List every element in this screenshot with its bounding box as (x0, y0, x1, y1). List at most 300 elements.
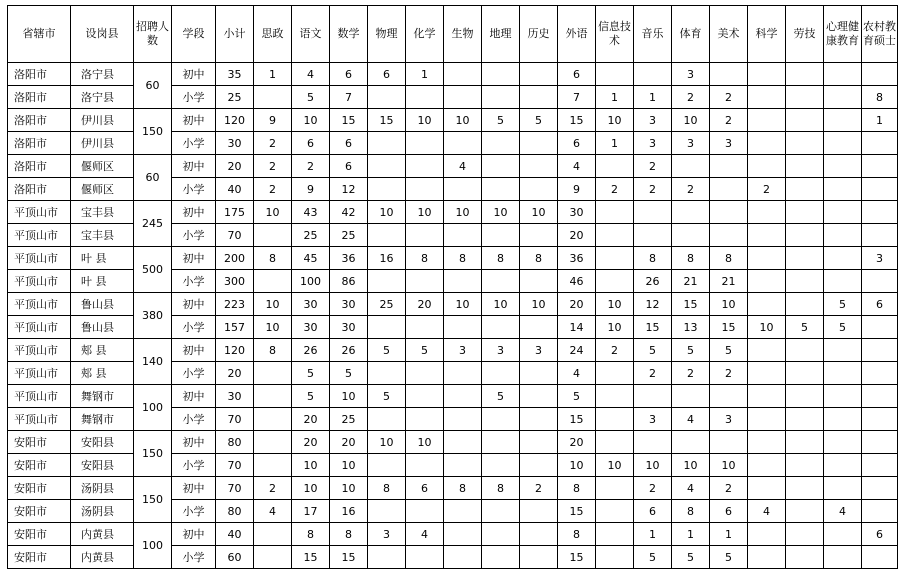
cell-value (862, 339, 898, 362)
cell-value: 3 (368, 523, 406, 546)
cell-value: 5 (634, 546, 672, 569)
header-pe: 体育 (672, 6, 710, 63)
table-row (8, 339, 898, 362)
cell-school-level: 初中 (172, 109, 216, 132)
cell-value: 3 (520, 339, 558, 362)
cell-value (596, 362, 634, 385)
cell-county: 内黄县 (71, 546, 134, 569)
cell-county: 叶 县 (71, 270, 134, 293)
cell-value (748, 132, 786, 155)
cell-value (710, 178, 748, 201)
cell-school-level: 小学 (172, 454, 216, 477)
header-politics: 思政 (254, 6, 292, 63)
cell-county: 鲁山县 (71, 316, 134, 339)
cell-value (406, 316, 444, 339)
cell-value (710, 224, 748, 247)
cell-value (520, 86, 558, 109)
cell-value (406, 224, 444, 247)
cell-value (520, 316, 558, 339)
cell-value (596, 385, 634, 408)
header-foreign-language: 外语 (558, 6, 596, 63)
cell-value: 1 (596, 132, 634, 155)
cell-value (786, 293, 824, 316)
cell-value (444, 408, 482, 431)
cell-value: 3 (710, 408, 748, 431)
cell-school-level: 小学 (172, 546, 216, 569)
cell-value (748, 523, 786, 546)
cell-value (520, 362, 558, 385)
cell-school-level: 小学 (172, 132, 216, 155)
cell-value (748, 362, 786, 385)
cell-county: 郏 县 (71, 362, 134, 385)
header-mental-health: 心理健康教育 (824, 6, 862, 63)
header-rural-master: 农村教育硕士 (862, 6, 898, 63)
cell-value: 15 (672, 293, 710, 316)
cell-value (824, 109, 862, 132)
cell-city: 洛阳市 (8, 132, 71, 155)
cell-value: 10 (634, 454, 672, 477)
cell-value: 200 (216, 247, 254, 270)
cell-value (862, 63, 898, 86)
cell-value: 2 (710, 86, 748, 109)
cell-value: 20 (292, 431, 330, 454)
cell-value: 80 (216, 500, 254, 523)
cell-value: 8 (862, 86, 898, 109)
cell-value (444, 63, 482, 86)
cell-value: 8 (482, 477, 520, 500)
cell-value: 10 (368, 201, 406, 224)
cell-value: 20 (216, 362, 254, 385)
cell-school-level: 初中 (172, 339, 216, 362)
cell-value: 10 (254, 201, 292, 224)
cell-value (748, 155, 786, 178)
cell-value: 2 (634, 362, 672, 385)
cell-value: 8 (254, 339, 292, 362)
cell-value (482, 408, 520, 431)
cell-value (786, 109, 824, 132)
cell-county: 郏 县 (71, 339, 134, 362)
cell-value (596, 201, 634, 224)
cell-value (368, 178, 406, 201)
cell-value (520, 132, 558, 155)
cell-value: 8 (444, 477, 482, 500)
cell-value: 16 (330, 500, 368, 523)
cell-value: 5 (672, 339, 710, 362)
cell-value (824, 63, 862, 86)
cell-value: 15 (634, 316, 672, 339)
header-it: 信息技术 (596, 6, 634, 63)
cell-city: 平顶山市 (8, 408, 71, 431)
header-chemistry: 化学 (406, 6, 444, 63)
cell-value: 2 (634, 178, 672, 201)
cell-value: 10 (406, 431, 444, 454)
cell-value (368, 546, 406, 569)
table-row (8, 477, 898, 500)
cell-county: 伊川县 (71, 109, 134, 132)
cell-value: 4 (292, 63, 330, 86)
cell-value (596, 224, 634, 247)
cell-value: 5 (824, 293, 862, 316)
cell-value: 8 (406, 247, 444, 270)
cell-value: 4 (558, 155, 596, 178)
cell-recruit-count: 100 (134, 523, 172, 569)
cell-value: 10 (482, 201, 520, 224)
cell-value: 15 (558, 500, 596, 523)
cell-value: 9 (558, 178, 596, 201)
cell-value: 6 (862, 523, 898, 546)
cell-value: 5 (330, 362, 368, 385)
cell-value (672, 431, 710, 454)
cell-value: 10 (406, 109, 444, 132)
cell-school-level: 小学 (172, 500, 216, 523)
cell-value: 8 (254, 247, 292, 270)
cell-value (520, 63, 558, 86)
header-city: 省辖市 (8, 6, 71, 63)
cell-value (444, 316, 482, 339)
table-row (8, 63, 898, 86)
cell-city: 平顶山市 (8, 247, 71, 270)
cell-value (254, 362, 292, 385)
cell-city: 平顶山市 (8, 385, 71, 408)
cell-value (824, 155, 862, 178)
cell-value (444, 454, 482, 477)
cell-value (368, 408, 406, 431)
cell-recruit-count: 60 (134, 155, 172, 201)
cell-value: 30 (292, 316, 330, 339)
cell-value: 10 (368, 431, 406, 454)
cell-value: 1 (596, 86, 634, 109)
cell-value: 42 (330, 201, 368, 224)
cell-value: 40 (216, 178, 254, 201)
cell-value: 10 (672, 109, 710, 132)
cell-value (786, 63, 824, 86)
cell-value (482, 546, 520, 569)
cell-value (482, 523, 520, 546)
cell-county: 鲁山县 (71, 293, 134, 316)
cell-value: 10 (710, 293, 748, 316)
cell-value: 100 (292, 270, 330, 293)
cell-value (520, 270, 558, 293)
cell-value (482, 316, 520, 339)
cell-value: 8 (482, 247, 520, 270)
cell-value: 157 (216, 316, 254, 339)
cell-value (596, 270, 634, 293)
cell-value: 25 (216, 86, 254, 109)
cell-value (444, 132, 482, 155)
cell-value: 120 (216, 339, 254, 362)
cell-value (406, 362, 444, 385)
cell-county: 舞钢市 (71, 408, 134, 431)
cell-value: 36 (330, 247, 368, 270)
cell-value: 30 (292, 293, 330, 316)
cell-value (862, 132, 898, 155)
cell-value: 2 (710, 477, 748, 500)
cell-value: 30 (216, 132, 254, 155)
cell-value (520, 523, 558, 546)
cell-county: 汤阴县 (71, 500, 134, 523)
cell-value: 8 (444, 247, 482, 270)
table-row (8, 247, 898, 270)
cell-value (368, 362, 406, 385)
cell-value: 5 (520, 109, 558, 132)
cell-recruit-count: 150 (134, 431, 172, 477)
cell-value (596, 523, 634, 546)
cell-value: 10 (558, 454, 596, 477)
cell-value: 5 (292, 362, 330, 385)
cell-value (748, 408, 786, 431)
cell-value: 70 (216, 477, 254, 500)
cell-value: 10 (292, 109, 330, 132)
cell-school-level: 小学 (172, 316, 216, 339)
cell-value: 21 (672, 270, 710, 293)
table-row (8, 155, 898, 178)
cell-value: 5 (368, 339, 406, 362)
cell-value (824, 247, 862, 270)
cell-value (710, 155, 748, 178)
cell-value: 86 (330, 270, 368, 293)
cell-value: 6 (368, 63, 406, 86)
cell-value: 3 (862, 247, 898, 270)
cell-value: 13 (672, 316, 710, 339)
cell-value: 6 (330, 63, 368, 86)
cell-value: 4 (254, 500, 292, 523)
cell-value: 10 (406, 201, 444, 224)
cell-school-level: 小学 (172, 408, 216, 431)
cell-value: 10 (292, 477, 330, 500)
cell-value (786, 477, 824, 500)
cell-value (634, 431, 672, 454)
cell-value (520, 431, 558, 454)
cell-value (748, 63, 786, 86)
cell-value: 2 (748, 178, 786, 201)
cell-value (748, 293, 786, 316)
cell-value (406, 178, 444, 201)
cell-value (444, 270, 482, 293)
header-labor: 劳技 (786, 6, 824, 63)
cell-value: 8 (672, 247, 710, 270)
cell-value (520, 454, 558, 477)
recruitment-table (7, 5, 898, 569)
cell-value: 2 (596, 178, 634, 201)
cell-value (786, 339, 824, 362)
table-row (8, 109, 898, 132)
cell-value: 2 (672, 178, 710, 201)
cell-value: 6 (292, 132, 330, 155)
cell-value (254, 523, 292, 546)
cell-value: 8 (710, 247, 748, 270)
cell-value (444, 500, 482, 523)
cell-value: 3 (672, 63, 710, 86)
cell-value: 175 (216, 201, 254, 224)
cell-value: 15 (558, 109, 596, 132)
cell-value: 35 (216, 63, 254, 86)
cell-value: 70 (216, 408, 254, 431)
cell-school-level: 初中 (172, 201, 216, 224)
header-music: 音乐 (634, 6, 672, 63)
table-row (8, 201, 898, 224)
cell-school-level: 初中 (172, 155, 216, 178)
cell-value (444, 178, 482, 201)
cell-value: 8 (368, 477, 406, 500)
cell-school-level: 小学 (172, 86, 216, 109)
cell-value (444, 523, 482, 546)
cell-value: 70 (216, 454, 254, 477)
cell-value (786, 431, 824, 454)
cell-city: 平顶山市 (8, 362, 71, 385)
cell-value (862, 408, 898, 431)
cell-value: 2 (672, 86, 710, 109)
cell-value (824, 408, 862, 431)
cell-value: 7 (330, 86, 368, 109)
cell-value (596, 546, 634, 569)
cell-value (824, 454, 862, 477)
cell-value (444, 224, 482, 247)
cell-value (482, 224, 520, 247)
cell-value: 14 (558, 316, 596, 339)
cell-value: 6 (406, 477, 444, 500)
cell-value (862, 385, 898, 408)
cell-value (710, 431, 748, 454)
table-row (8, 385, 898, 408)
cell-value: 10 (596, 109, 634, 132)
cell-value: 10 (254, 316, 292, 339)
cell-value: 8 (520, 247, 558, 270)
cell-value: 9 (292, 178, 330, 201)
cell-recruit-count: 380 (134, 293, 172, 339)
cell-value (444, 86, 482, 109)
cell-value: 30 (330, 293, 368, 316)
cell-value (786, 500, 824, 523)
cell-value (786, 132, 824, 155)
cell-value (748, 339, 786, 362)
cell-city: 平顶山市 (8, 270, 71, 293)
cell-city: 平顶山市 (8, 201, 71, 224)
cell-recruit-count: 150 (134, 477, 172, 523)
cell-value (254, 224, 292, 247)
header-subtotal: 小计 (216, 6, 254, 63)
cell-value (748, 224, 786, 247)
cell-value (520, 500, 558, 523)
cell-value: 17 (292, 500, 330, 523)
cell-value (824, 201, 862, 224)
header-chinese: 语文 (292, 6, 330, 63)
cell-value (862, 454, 898, 477)
cell-value: 2 (254, 132, 292, 155)
cell-value: 1 (672, 523, 710, 546)
header-county: 设岗县 (71, 6, 134, 63)
cell-value: 10 (444, 201, 482, 224)
cell-value: 3 (634, 408, 672, 431)
header-recruit-count: 招聘人数 (134, 6, 172, 63)
cell-value: 6 (634, 500, 672, 523)
cell-county: 洛宁县 (71, 86, 134, 109)
cell-value: 2 (634, 155, 672, 178)
cell-value (672, 201, 710, 224)
cell-value (444, 546, 482, 569)
cell-value (482, 500, 520, 523)
cell-value: 10 (482, 293, 520, 316)
cell-value (824, 178, 862, 201)
cell-county: 偃师区 (71, 178, 134, 201)
cell-value: 1 (710, 523, 748, 546)
cell-school-level: 初中 (172, 293, 216, 316)
cell-value (862, 362, 898, 385)
cell-value: 16 (368, 247, 406, 270)
cell-value (824, 86, 862, 109)
cell-value: 223 (216, 293, 254, 316)
cell-value (748, 454, 786, 477)
cell-value: 5 (710, 546, 748, 569)
cell-value: 9 (254, 109, 292, 132)
cell-value: 3 (444, 339, 482, 362)
cell-value: 3 (482, 339, 520, 362)
cell-value (482, 86, 520, 109)
cell-city: 安阳市 (8, 546, 71, 569)
cell-county: 内黄县 (71, 523, 134, 546)
cell-value: 2 (254, 155, 292, 178)
cell-value (824, 385, 862, 408)
cell-value: 3 (710, 132, 748, 155)
cell-value: 20 (216, 155, 254, 178)
cell-value: 36 (558, 247, 596, 270)
cell-value: 5 (482, 109, 520, 132)
cell-value (786, 454, 824, 477)
cell-value: 4 (824, 500, 862, 523)
cell-value (862, 224, 898, 247)
cell-value (710, 385, 748, 408)
cell-value: 4 (406, 523, 444, 546)
cell-value (824, 477, 862, 500)
header-geography: 地理 (482, 6, 520, 63)
cell-value (824, 339, 862, 362)
cell-value: 10 (292, 454, 330, 477)
cell-value (520, 155, 558, 178)
cell-value: 25 (330, 224, 368, 247)
cell-value: 5 (292, 385, 330, 408)
cell-value: 1 (862, 109, 898, 132)
cell-value (406, 500, 444, 523)
cell-value (482, 132, 520, 155)
cell-value (634, 201, 672, 224)
cell-value: 5 (406, 339, 444, 362)
cell-value (786, 546, 824, 569)
cell-value (862, 270, 898, 293)
cell-county: 洛宁县 (71, 63, 134, 86)
cell-value (748, 109, 786, 132)
cell-value (406, 132, 444, 155)
cell-value: 4 (672, 408, 710, 431)
cell-value: 2 (520, 477, 558, 500)
cell-value (672, 155, 710, 178)
header-history: 历史 (520, 6, 558, 63)
cell-value (482, 270, 520, 293)
cell-value (862, 546, 898, 569)
cell-school-level: 小学 (172, 224, 216, 247)
cell-value: 2 (634, 477, 672, 500)
cell-value (634, 224, 672, 247)
cell-value (748, 385, 786, 408)
cell-city: 洛阳市 (8, 109, 71, 132)
cell-value: 4 (558, 362, 596, 385)
cell-value (786, 201, 824, 224)
cell-value: 12 (330, 178, 368, 201)
cell-value: 10 (444, 293, 482, 316)
cell-value: 26 (292, 339, 330, 362)
cell-value: 60 (216, 546, 254, 569)
cell-value (786, 523, 824, 546)
cell-value: 10 (520, 201, 558, 224)
header-physics: 物理 (368, 6, 406, 63)
